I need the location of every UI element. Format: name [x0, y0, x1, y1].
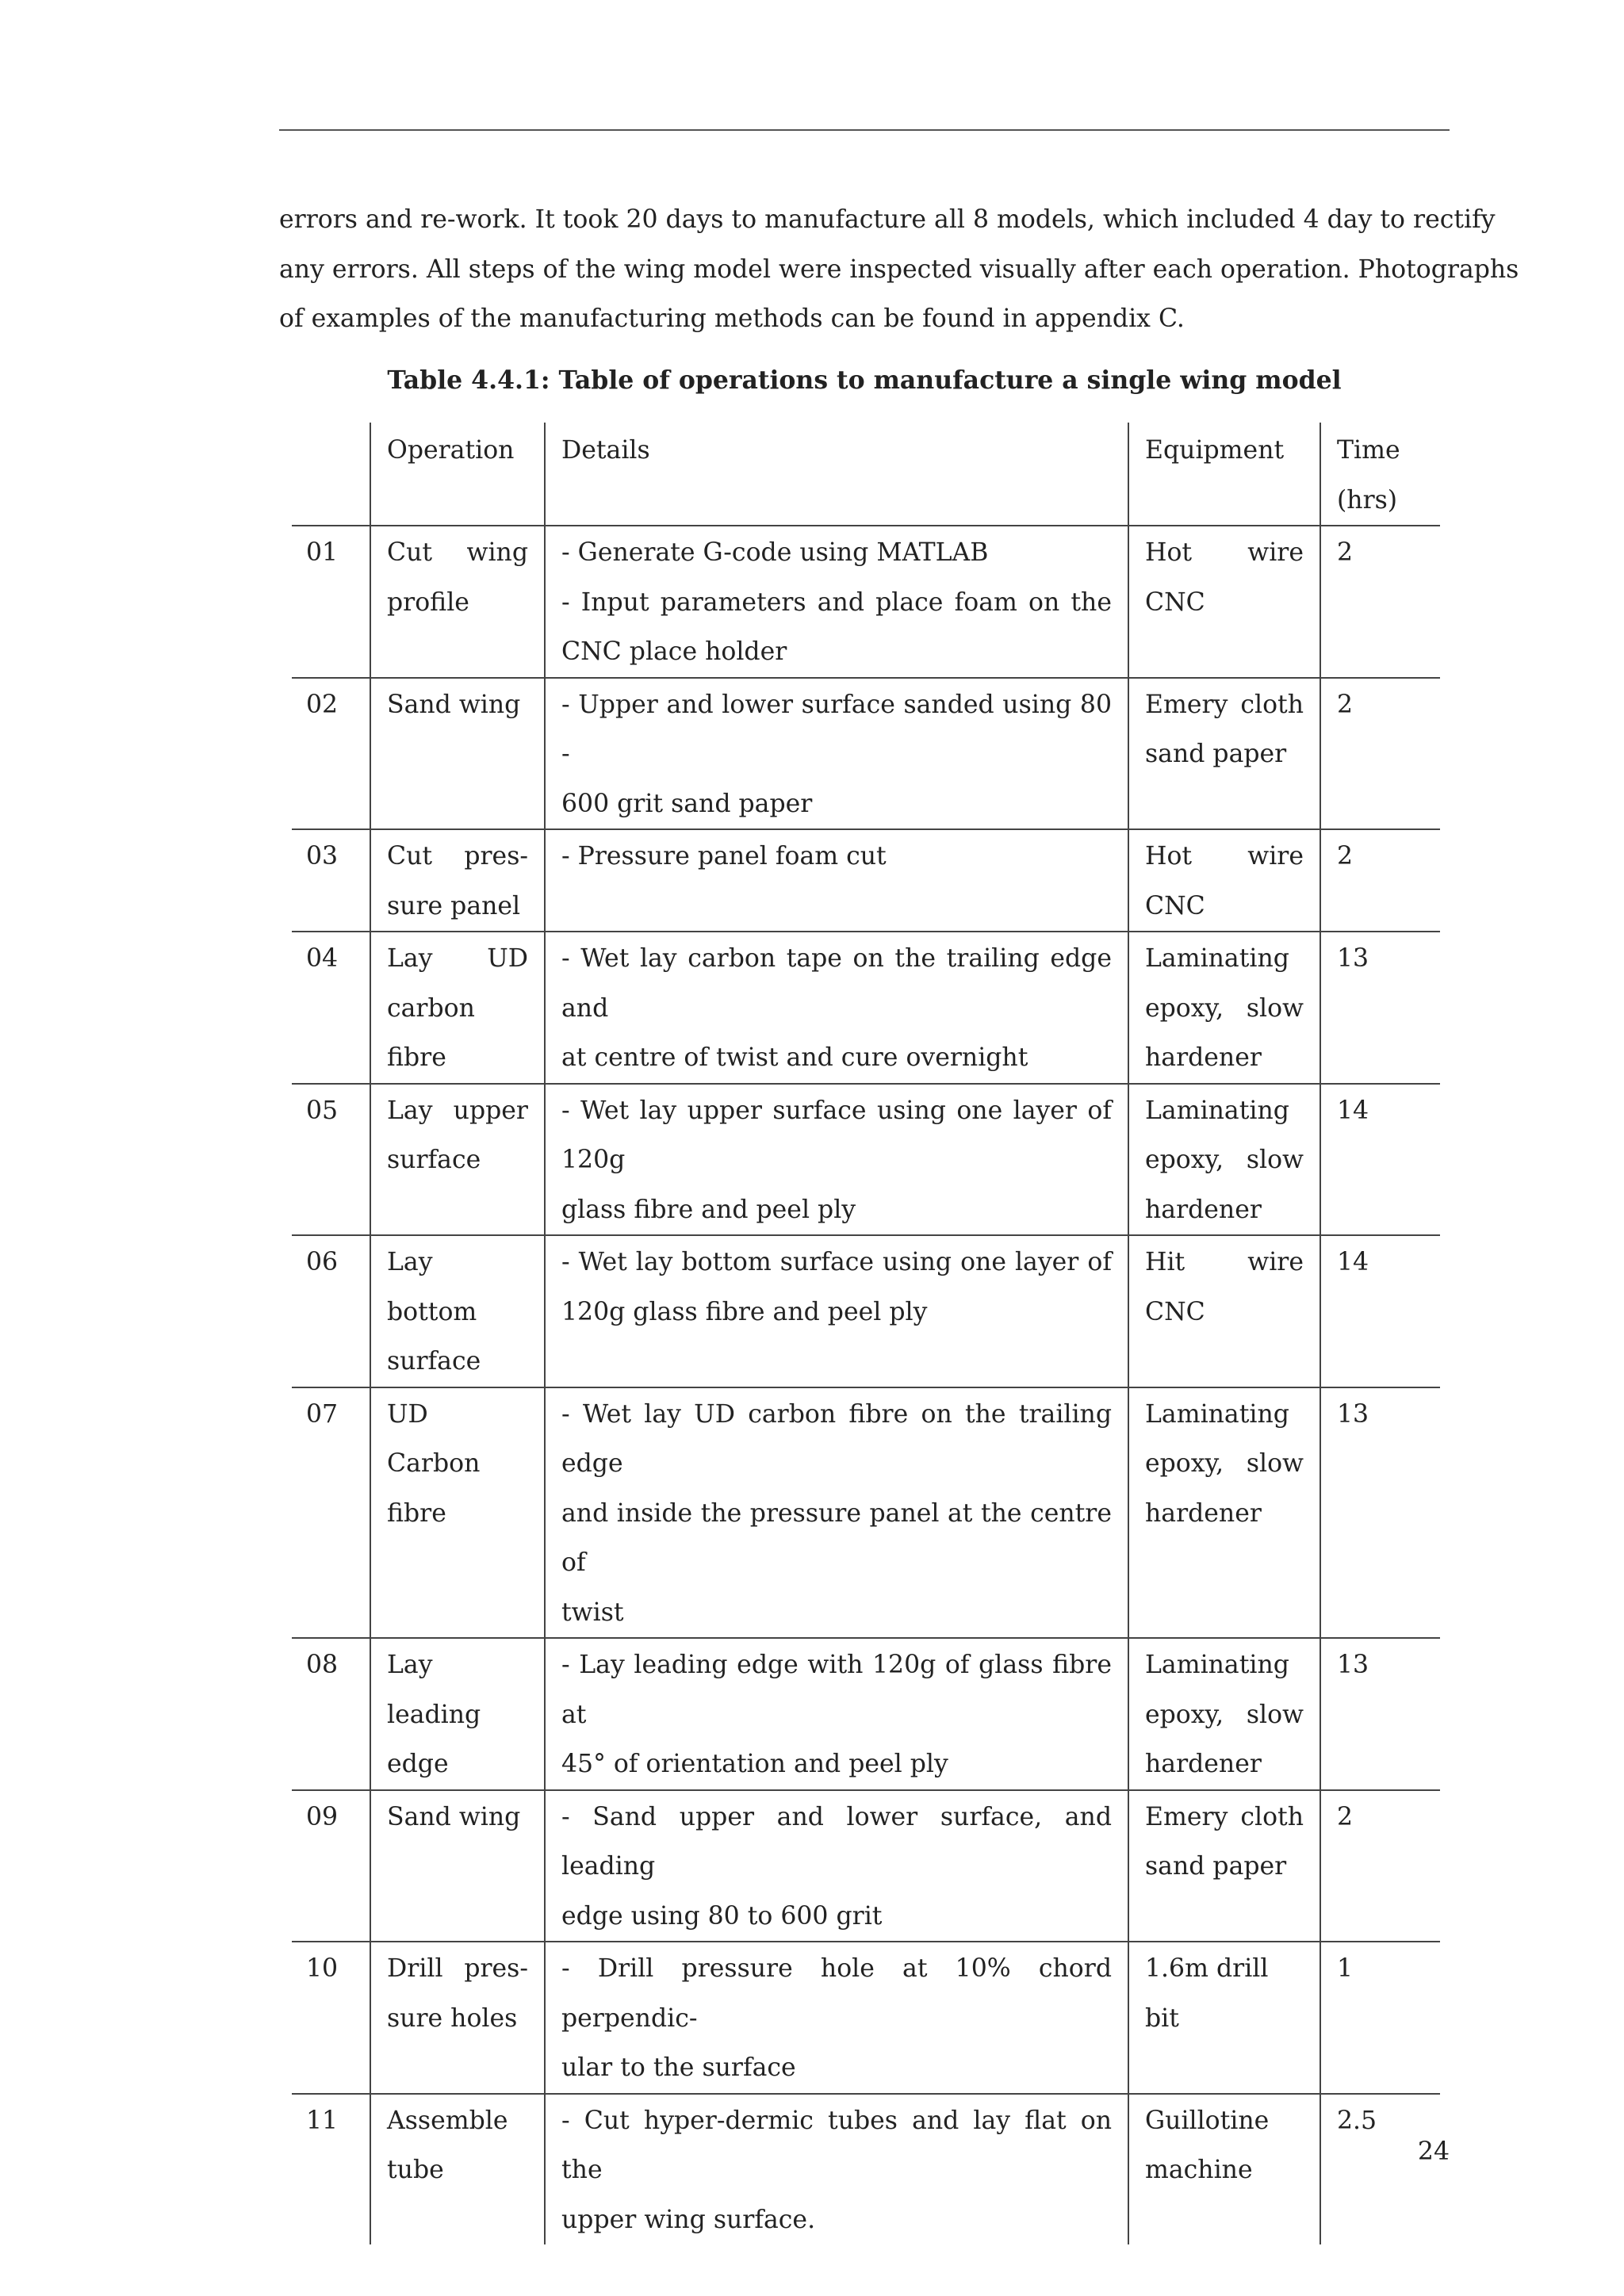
operation-cell: Lay bottom surface — [370, 1235, 545, 1387]
header-time: Time (hrs) — [1320, 423, 1440, 526]
row-number: 10 — [306, 1954, 339, 1983]
equipment-cell: Laminating epoxy, slow hardener — [1128, 1387, 1320, 1639]
operation-cell: Assemble tube — [370, 2094, 545, 2245]
equipment-cell: Emery cloth sand paper — [1128, 1790, 1320, 1942]
time-cell: 2 — [1320, 526, 1440, 678]
row-number: 03 — [306, 842, 339, 871]
page-number: 24 — [1417, 2137, 1450, 2166]
operation-cell: Lay UD carbon fibre — [370, 932, 545, 1084]
equipment-cell: Laminating epoxy, slow hardener — [1128, 1638, 1320, 1790]
row-number: 08 — [306, 1651, 339, 1679]
paragraph-line: errors and re-work. It took 20 days to manufacture all 8 models, which included 4 day to rectify — [279, 205, 1496, 234]
time-cell: 2.5 — [1320, 2094, 1440, 2245]
equipment-cell: Laminating epoxy, slow hardener — [1128, 932, 1320, 1084]
table-row — [292, 2094, 1440, 2245]
time-cell: 14 — [1320, 1235, 1440, 1387]
operation-cell: Drill pres- sure holes — [370, 1942, 545, 2094]
header-equipment: Equipment — [1128, 423, 1320, 526]
table-row — [292, 1638, 1440, 1790]
paragraph-line: of examples of the manufacturing methods can be found in appendix C. — [279, 304, 1185, 333]
row-number: 07 — [306, 1399, 339, 1429]
time-cell: 2 — [1320, 678, 1440, 830]
header-number — [292, 423, 370, 526]
header-operation: Operation — [370, 423, 545, 526]
equipment-cell: Emery cloth sand paper — [1128, 678, 1320, 830]
details-cell: - Wet lay upper surface using one layer of 120g glass fibre and peel ply — [545, 1084, 1128, 1236]
time-cell: 13 — [1320, 932, 1440, 1084]
table-row — [292, 1387, 1440, 1639]
operation-cell: Cut pres- sure panel — [370, 829, 545, 932]
equipment-cell: Laminating epoxy, slow hardener — [1128, 1084, 1320, 1236]
table-caption: Table 4.4.1: Table of operations to manufacture a single wing model — [387, 365, 1342, 395]
table-row — [292, 1084, 1440, 1236]
row-number: 01 — [306, 538, 339, 567]
details-cell: - Generate G-code using MATLAB - Input parameters and place foam on the CNC place holder — [545, 526, 1128, 678]
operation-cell: Cut wing profile — [370, 526, 545, 678]
time-cell: 13 — [1320, 1638, 1440, 1790]
body-paragraph — [279, 195, 1519, 344]
row-number: 09 — [306, 1802, 339, 1831]
table-row — [292, 1790, 1440, 1942]
operation-cell: Lay upper surface — [370, 1084, 545, 1236]
details-cell: - Wet lay carbon tape on the trailing edge and at centre of twist and cure overnight — [545, 932, 1128, 1084]
operation-cell: Sand wing — [370, 1790, 545, 1942]
time-cell: 1 — [1320, 1942, 1440, 2094]
details-cell: - Pressure panel foam cut — [545, 829, 1128, 932]
header-rule — [279, 129, 1450, 131]
details-cell: - Wet lay bottom surface using one layer of 120g glass fibre and peel ply — [545, 1235, 1128, 1387]
equipment-cell: Hot wire CNC — [1128, 526, 1320, 678]
operation-cell: Lay leading edge — [370, 1638, 545, 1790]
details-cell: - Upper and lower surface sanded using 80 - 600 grit sand paper — [545, 678, 1128, 830]
equipment-cell: Hit wire CNC — [1128, 1235, 1320, 1387]
equipment-cell: 1.6m drill bit — [1128, 1942, 1320, 2094]
details-cell: - Drill pressure hole at 10% chord perpendic- ular to the surface — [545, 1942, 1128, 2094]
row-number: 02 — [306, 690, 339, 719]
details-cell: - Wet lay UD carbon fibre on the trailing edge and inside the pressure panel at the centre of twist — [545, 1387, 1128, 1639]
details-cell: - Cut hyper-dermic tubes and lay flat on the upper wing surface. — [545, 2094, 1128, 2245]
table-row — [292, 526, 1440, 678]
header-details: Details — [545, 423, 1128, 526]
table-row — [292, 1235, 1440, 1387]
time-cell: 13 — [1320, 1387, 1440, 1639]
time-cell: 14 — [1320, 1084, 1440, 1236]
operations-table — [292, 423, 1440, 2244]
row-number: 06 — [306, 1248, 339, 1276]
time-cell: 2 — [1320, 1790, 1440, 1942]
time-cell: 2 — [1320, 829, 1440, 932]
table-row — [292, 678, 1440, 830]
table-row — [292, 1942, 1440, 2094]
operation-cell: Sand wing — [370, 678, 545, 830]
table-header-row — [292, 423, 1440, 526]
row-number: 05 — [306, 1096, 339, 1125]
operation-cell: UD Carbon fibre — [370, 1387, 545, 1639]
details-cell: - Sand upper and lower surface, and leading edge using 80 to 600 grit — [545, 1790, 1128, 1942]
table-row — [292, 932, 1440, 1084]
table-row — [292, 829, 1440, 932]
equipment-cell: Hot wire CNC — [1128, 829, 1320, 932]
details-cell: - Lay leading edge with 120g of glass fibre at 45° of orientation and peel ply — [545, 1638, 1128, 1790]
row-number: 11 — [306, 2106, 339, 2135]
row-number: 04 — [306, 944, 339, 973]
paragraph-line: any errors. All steps of the wing model were inspected visually after each operation. Photographs — [279, 254, 1519, 284]
equipment-cell: Guillotine machine — [1128, 2094, 1320, 2245]
